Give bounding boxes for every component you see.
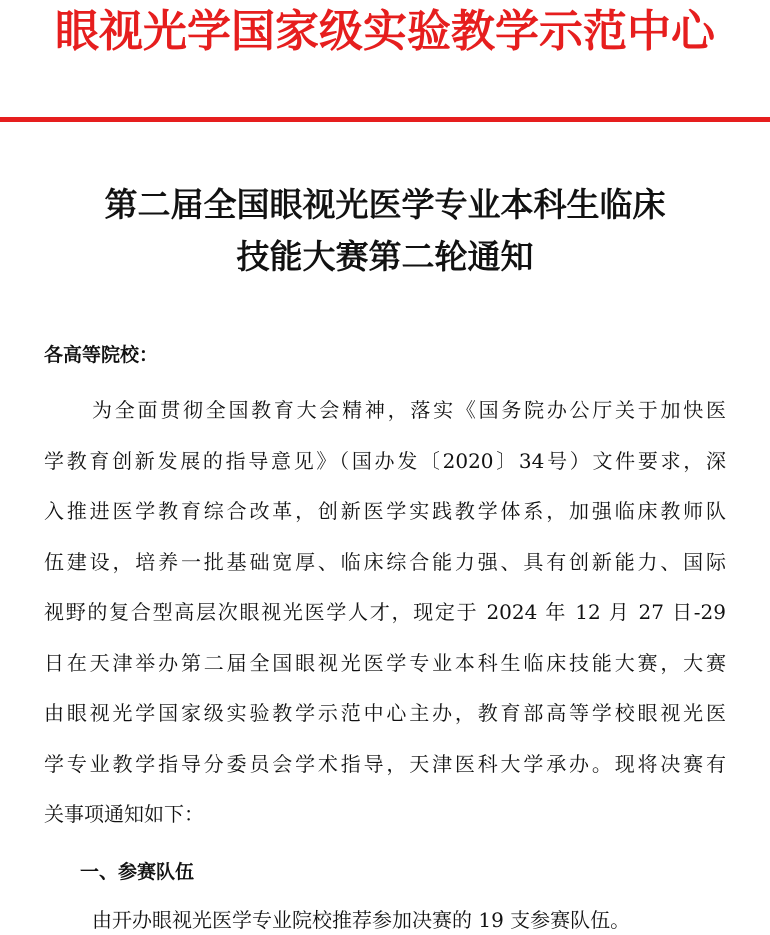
paragraph-line: 由眼视光学国家级实验教学示范中心主办，教育部高等学校眼视光医 <box>44 701 726 725</box>
notice-title-line-2: 技能大赛第二轮通知 <box>236 237 534 276</box>
paragraph-line: 入推进医学教育综合改革，创新医学实践教学体系，加强临床教师队 <box>44 499 726 523</box>
paragraph-line: 学专业教学指导分委员会学术指导，天津医科大学承办。现将决赛有 <box>44 752 726 776</box>
red-header-rule <box>0 117 770 122</box>
paragraph-line: 伍建设，培养一批基础宽厚、临床综合能力强、具有创新能力、国际 <box>44 550 726 574</box>
section-text-teams: 由开办眼视光医学专业院校推荐参加决赛的 19 支参赛队伍。 <box>92 908 631 932</box>
paragraph-line: 学教育创新发展的指导意见》（国办发〔2020〕34号）文件要求，深 <box>44 449 726 473</box>
paragraph-line: 为全面贯彻全国教育大会精神，落实《国务院办公厅关于加快医 <box>92 398 726 422</box>
salutation: 各高等院校： <box>44 344 159 366</box>
center-name-masthead: 眼视光学国家级实验教学示范中心 <box>55 6 715 57</box>
paragraph-line: 日在天津举办第二届全国眼视光医学专业本科生临床技能大赛，大赛 <box>44 651 726 675</box>
paragraph-line: 关事项通知如下： <box>44 802 204 826</box>
paragraph-line: 视野的复合型高层次眼视光医学人才，现定于 2024 年 12 月 27 日-29 <box>44 600 726 624</box>
section-heading-teams: 一、参赛队伍 <box>80 861 195 883</box>
notice-title-line-1: 第二届全国眼视光医学专业本科生临床 <box>104 185 666 224</box>
